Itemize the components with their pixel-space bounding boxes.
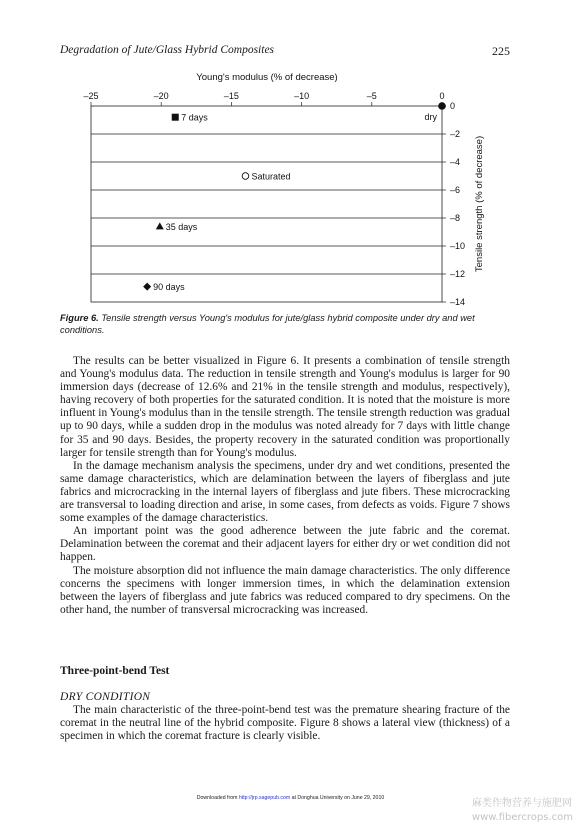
x-tick-label: 0	[439, 91, 445, 101]
x-tick-label: –10	[294, 91, 310, 101]
paragraph: The moisture absorption did not influence the main damage characteristics. The only difference concerns the specimens with longer immersion times, in which the delamination extension between the layers of fiberglass and jute fabrics was reduced compared to dry specimens. On the other hand, the number of transversal microcracking was increased.	[60, 564, 510, 616]
paragraph: An important point was the good adherence between the jute fabric and the coremat. Delamination between the coremat and their adjacent layers for either dry or wet condition did not happen.	[60, 525, 510, 564]
paragraph: The main characteristic of the three-point-bend test was the premature shearing fracture of the coremat in the neutral line of the hybrid composite. Figure 8 shows a lateral view (thickness) of a specimen in which the coremat fracture is clearly visible.	[60, 704, 510, 743]
paragraph: The results can be better visualized in Figure 6. It presents a combination of tensile strength and Young's modulus data. The reduction in tensile strength and Young's modulus is larger for 90 immersion days (decrease of 12.6% and 21% in the tensile strength and modulus, respectively), having recovery of both properties for the saturated condition. It is noted that the moisture is more influent in Young's modulus than in the tensile strength. The tensile strength reduction was gradual up to 90 days, while a sudden drop in the modulus was noted already for 7 days with little change for 35 and 90 days. Besides, the property recovery in the saturated condition was proportionally larger for tensile strength than for Young's modulus.	[60, 355, 510, 459]
watermark-line-2: www.fibercrops.com	[471, 812, 573, 823]
point-label: 90 days	[153, 282, 185, 293]
point-label: 35 days	[165, 221, 198, 232]
section-heading: Three-point-bend Test	[60, 665, 170, 677]
caption-label: Figure 6.	[60, 313, 99, 323]
x-tick-label: –20	[153, 91, 169, 101]
figure-6-chart	[0, 0, 581, 320]
y-tick-label: –6	[450, 185, 461, 195]
x-tick-label: –15	[223, 91, 239, 101]
plot-frame	[91, 106, 442, 302]
marker-filled-triangle	[156, 222, 164, 229]
figure-caption	[60, 313, 510, 336]
paragraph: In the damage mechanism analysis the specimens, under dry and wet conditions, presented the same damage characteristics, which are delamination between the layers of fiberglass and jute fabrics and microcracking in the internal layers of fiberglass and jute fibers. These microcracking are transversal to loading direction and arise, in some cases, from defects as voids. Figure 7 shows some examples of the damage characteristics.	[60, 459, 510, 525]
watermark-line-1: 麻类作物营养与施肥网	[471, 798, 572, 809]
marker-filled-diamond	[143, 283, 151, 291]
caption-text: Tensile strength versus Young's modulus for jute/glass hybrid composite under dry and wet conditions.	[60, 313, 475, 335]
x-axis-label: Young's modulus (% of decrease)	[196, 72, 338, 83]
subsection-heading: DRY CONDITION	[60, 691, 151, 703]
y-tick-label: 0	[450, 101, 456, 111]
running-head: Degradation of Jute/Glass Hybrid Composites	[60, 44, 275, 56]
x-tick-label: –5	[366, 91, 377, 101]
page-number: 225	[492, 44, 510, 58]
body-text	[60, 355, 510, 617]
marker-filled-circle	[438, 102, 446, 110]
y-tick-label: –10	[450, 241, 466, 251]
point-label: 7 days	[181, 112, 208, 123]
data-point	[156, 222, 198, 232]
footer-prefix: Downloaded from	[196, 795, 239, 801]
y-tick-label: –14	[450, 297, 466, 307]
marker-filled-square	[172, 114, 179, 121]
marker-open-circle	[242, 173, 249, 180]
data-point	[172, 113, 209, 123]
y-tick-label: –12	[450, 269, 466, 279]
footer-suffix: at Donghua University on June 29, 2010	[290, 795, 385, 801]
data-point	[424, 102, 445, 122]
footer-link[interactable]: http://jrp.sagepub.com	[238, 795, 291, 801]
data-point	[143, 282, 185, 292]
y-tick-label: –8	[450, 213, 461, 223]
y-tick-label: –4	[450, 157, 461, 167]
body-text-2	[60, 704, 510, 743]
point-label: Saturated	[251, 171, 291, 182]
y-tick-label: –2	[450, 129, 461, 139]
y-axis-label: Tensile strength (% of decrease)	[474, 135, 485, 273]
watermark	[472, 797, 573, 825]
x-tick-label: –25	[83, 91, 99, 101]
data-point	[242, 172, 290, 182]
point-label: dry	[424, 112, 437, 122]
